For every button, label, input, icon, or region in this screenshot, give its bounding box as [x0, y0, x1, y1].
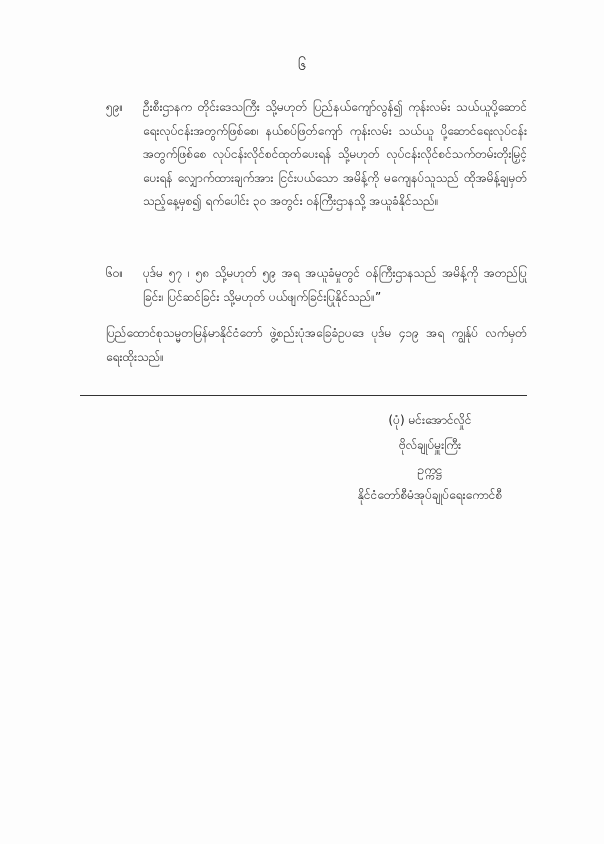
- signature-block: [330, 408, 530, 508]
- signatory-organization: နိုင်ငံတော်စီမံအုပ်ချုပ်ရေးကောင်စီ: [357, 488, 503, 502]
- signatory-title: ဥက္ကဋ္ဌ: [417, 463, 443, 477]
- signatory-name: (ပုံ) မင်းအောင်လှိုင်: [388, 413, 472, 427]
- paragraph-number: ၅၉။: [106, 100, 124, 114]
- divider-line: [80, 395, 527, 396]
- paragraph-59: [106, 96, 527, 214]
- signatory-rank: ဗိုလ်ချုပ်မှူးကြီး: [398, 438, 462, 452]
- page-number: ၆: [297, 56, 307, 74]
- paragraph-60: [106, 262, 527, 309]
- paragraph-number: ၆၀။: [106, 266, 124, 280]
- closing-statement: ပြည်ထောင်စုသမ္မတမြန်မာနိုင်ငံတော် ဖွဲ့စည်းပုံအခြေခံဥပဒေ ပုဒ်မ ၄၁၉ အရ ကျွန်ုပ် လက်မှတ် ရေးထိုးသည်။: [106, 326, 527, 364]
- paragraph-text: ပုဒ်မ ၅၇ ၊ ၅၈ သို့မဟုတ် ၅၉ အရ အယူခံမှုတွင် ဝန်ကြီးဌာနသည် အမိန့်ကို အတည်ပြုခြင်း၊ ပြင်ဆင်ခြင်း သို့မဟုတ် ပယ်ဖျက်ခြင်းပြုနိုင်သည်။”: [143, 266, 527, 304]
- paragraph-text: ဦးစီးဌာနက တိုင်းဒေသကြီး သို့မဟုတ် ပြည်နယ်ကျော်လွန်၍ ကုန်းလမ်း သယ်ယူပို့ဆောင်ရေးလုပ်ငန်းအတွက်ဖြစ်စေ၊ နယ်စပ်ဖြတ်ကျော် ကုန်းလမ်း သယ်ယူ ပို့ဆောင်ရေးလုပ်ငန်းအတွက်ဖြစ်စေ လုပ်ငန်းလိုင်စင်ထုတ်ပေးရန် သို့မဟုတ် လုပ်ငန်းလိုင်စင်သက်တမ်းတိုးမြှင့်ပေးရန် လျှောက်ထားချက်အား ငြင်းပယ်သော အမိန့်ကို မကျေနပ်သူသည် ထိုအမိန့်ချမှတ်သည့်နေ့မှစ၍ ရက်ပေါင်း ၃၀ အတွင်း ဝန်ကြီးဌာနသို့ အယူခံနိုင်သည်။: [143, 100, 527, 208]
